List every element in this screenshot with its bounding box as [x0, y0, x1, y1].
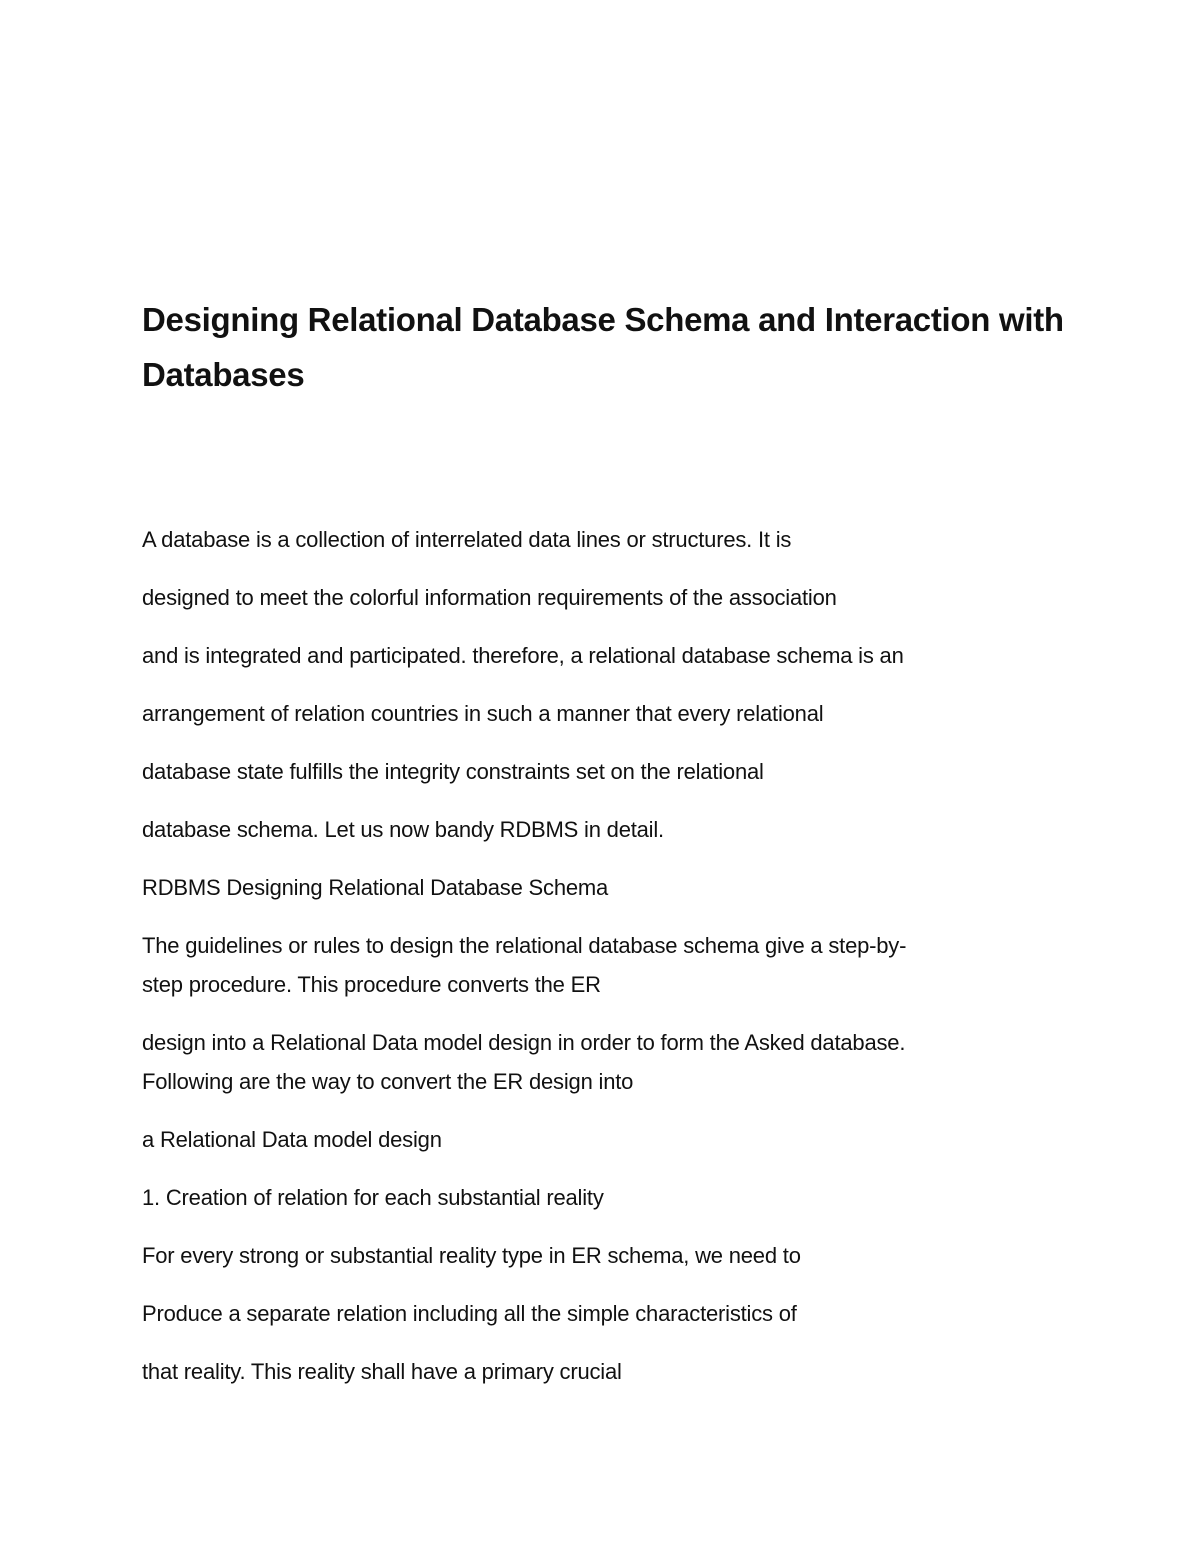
paragraph-line: designed to meet the colorful information requirements of the association [142, 585, 837, 610]
paragraph-line: The guidelines or rules to design the relational database schema give a step-by- [142, 933, 907, 958]
document-title: Designing Relational Database Schema and Interaction with Databases [142, 301, 1064, 393]
paragraph-line: arrangement of relation countries in such a manner that every relational [142, 701, 824, 726]
paragraph-line: step procedure. This procedure converts the ER [142, 972, 601, 997]
paragraph-line: Following are the way to convert the ER design into [142, 1069, 634, 1094]
paragraph-line: For every strong or substantial reality type in ER schema, we need to [142, 1243, 801, 1268]
section-heading: RDBMS Designing Relational Database Schema [142, 875, 609, 900]
paragraph-line: design into a Relational Data model design in order to form the Asked database. [142, 1030, 906, 1055]
paragraph-line: Produce a separate relation including all the simple characteristics of [142, 1301, 797, 1326]
list-item-heading: 1. Creation of relation for each substantial reality [142, 1185, 604, 1210]
paragraph-line: and is integrated and participated. therefore, a relational database schema is an [142, 643, 904, 668]
paragraph-line: a Relational Data model design [142, 1127, 442, 1152]
paragraph-line: that reality. This reality shall have a primary crucial [142, 1359, 622, 1384]
paragraph-line: database schema. Let us now bandy RDBMS in detail. [142, 817, 664, 842]
paragraph-line: A database is a collection of interrelated data lines or structures. It is [142, 527, 792, 552]
paragraph-line: database state fulfills the integrity constraints set on the relational [142, 759, 764, 784]
